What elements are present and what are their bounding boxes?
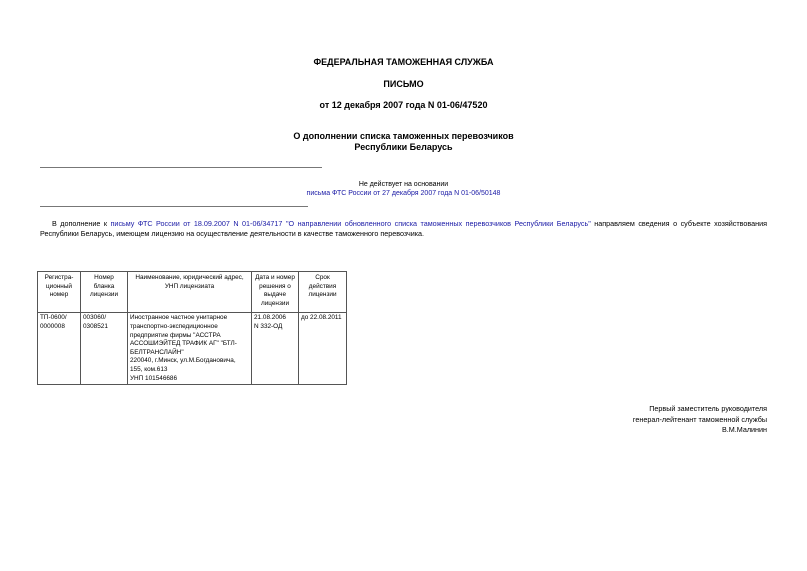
table-row bbox=[38, 313, 347, 385]
licensee-line2: транспортно-экспедиционное bbox=[130, 322, 218, 330]
signature-name: В.М.Малинин bbox=[721, 425, 767, 434]
licensee-line1: Иностранное частное унитарное bbox=[130, 314, 228, 322]
document-title-line2: Республики Беларусь bbox=[354, 142, 453, 152]
licensee-line6: 220040, г.Минск, ул.М.Богдановича, bbox=[130, 357, 236, 365]
status-line: Не действует на основании bbox=[358, 181, 449, 188]
document-type: ПИСЬМО bbox=[383, 79, 424, 89]
header-licensee: Наименование, юридический адрес, УНП лицензиата bbox=[128, 272, 252, 313]
document-title-line1: О дополнении списка таможенных перевозчиков bbox=[293, 131, 514, 141]
header-decision: Дата и номер решения о выдаче лицензии bbox=[252, 272, 299, 313]
blank-number-line1: 003060/ bbox=[83, 314, 107, 322]
signature-block bbox=[633, 404, 767, 436]
header-reg-number: Регистра-ционный номер bbox=[38, 272, 81, 313]
cell-reg-number bbox=[38, 313, 81, 385]
cell-term: до 22.08.2011 bbox=[299, 313, 347, 385]
body-text-start: В дополнение к bbox=[52, 219, 111, 228]
cell-blank-number bbox=[81, 313, 128, 385]
signature-rank: генерал-лейтенант таможенной службы bbox=[632, 414, 767, 424]
license-table bbox=[37, 271, 347, 385]
licensee-line7: 155, ком.613 bbox=[130, 365, 168, 373]
licensee-line3: предприятие фирмы "АССТРА bbox=[130, 331, 221, 339]
licensee-line8: УНП 101546686 bbox=[130, 374, 178, 382]
status-link[interactable]: письма ФТС России от 27 декабря 2007 года N 01-06/50148 bbox=[306, 190, 501, 197]
reg-number-line2: 0000008 bbox=[40, 322, 65, 330]
divider-bottom bbox=[40, 206, 308, 207]
header-term: Срок действия лицензии bbox=[299, 272, 347, 313]
cell-licensee bbox=[128, 313, 252, 385]
table-header-row bbox=[38, 272, 347, 313]
decision-date: 21.08.2006 bbox=[254, 314, 286, 322]
blank-number-line2: 0308521 bbox=[83, 322, 108, 330]
document-title bbox=[0, 131, 807, 153]
reg-number-line1: ТП-0600/ bbox=[40, 314, 67, 322]
document-date-number: от 12 декабря 2007 года N 01-06/47520 bbox=[319, 100, 488, 110]
header-blank-number: Номер бланка лицензии bbox=[81, 272, 128, 313]
agency-name: ФЕДЕРАЛЬНАЯ ТАМОЖЕННАЯ СЛУЖБА bbox=[313, 57, 494, 67]
signature-position: Первый заместитель руководителя bbox=[649, 404, 767, 413]
letter-title-link[interactable]: "О направлении обновленного списка таможенных перевозчиков Республики Беларусь" bbox=[285, 219, 591, 228]
body-text-end: направляем сведения о субъекте хозяйствования Республики Беларусь, имеющем лицензию на осуществление деятельности в качестве таможенного перевозчика. bbox=[40, 219, 768, 238]
licensee-line4: АССОШИЭЙТЕД ТРАФИК АГ" "БТЛ- bbox=[130, 340, 237, 348]
decision-number: N 332-ОД bbox=[254, 322, 283, 330]
status-note bbox=[0, 180, 807, 198]
body-paragraph bbox=[40, 219, 767, 239]
letter-link[interactable]: письму ФТС России от 18.09.2007 N 01-06/34717 bbox=[110, 219, 283, 228]
licensee-line5: БЕЛТРАНСЛАЙН" bbox=[130, 348, 184, 356]
divider-top bbox=[40, 167, 322, 168]
cell-decision bbox=[252, 313, 299, 385]
